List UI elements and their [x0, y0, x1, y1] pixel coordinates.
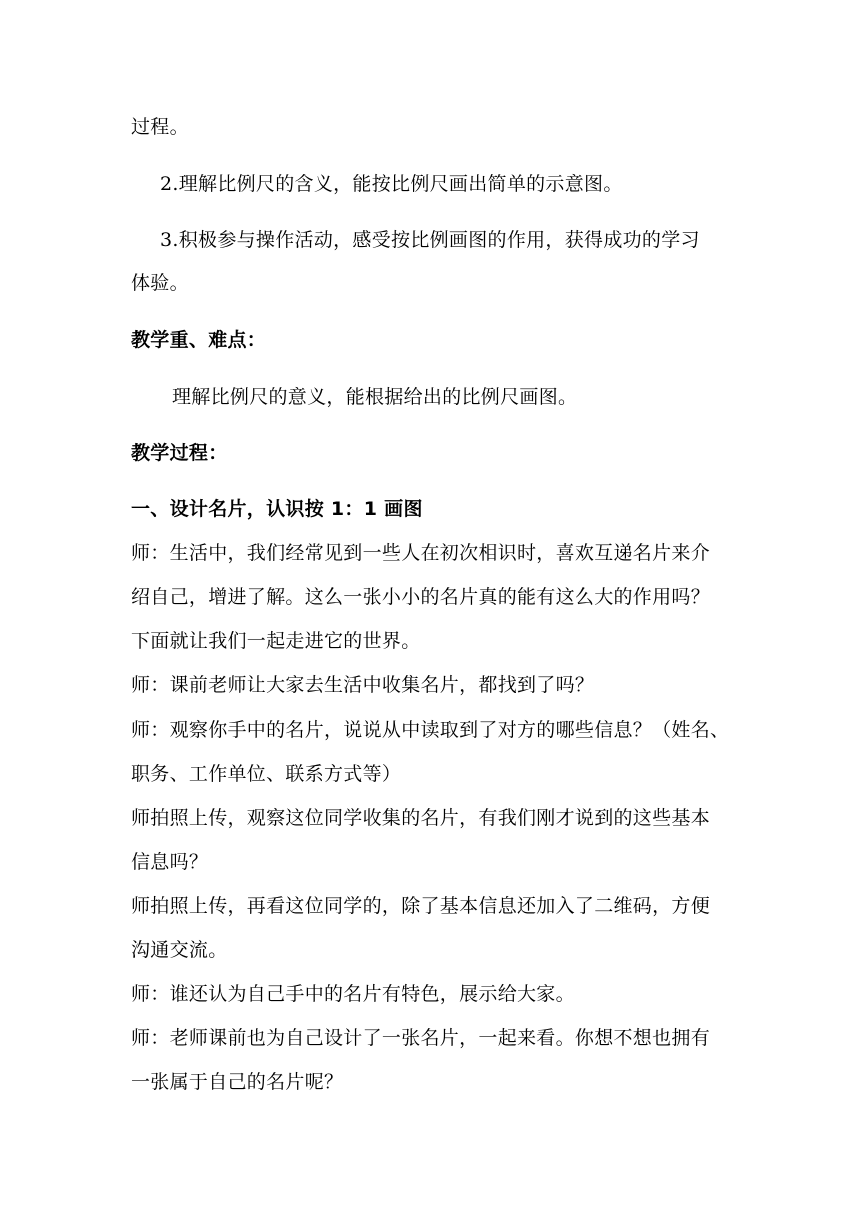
- paragraph-line: 师：老师课前也为自己设计了一张名片，一起来看。你想不想也拥有: [131, 1027, 711, 1049]
- teaching-process-heading: 教学过程：: [131, 442, 228, 464]
- paragraph-line: 信息吗？: [131, 851, 209, 873]
- paragraph-line: 师：谁还认为自己手中的名片有特色，展示给大家。: [131, 983, 575, 1005]
- objective-3-continuation: 体验。: [131, 272, 189, 294]
- objective-2: 2.理解比例尺的含义，能按比例尺画出简单的示意图。: [160, 173, 623, 195]
- paragraph-line: 师：观察你手中的名片，说说从中读取到了对方的哪些信息？（姓名、: [131, 719, 730, 741]
- key-points-heading: 教学重、难点：: [131, 329, 267, 351]
- objective-3: 3.积极参与操作活动，感受按比例画图的作用，获得成功的学习: [160, 229, 700, 251]
- paragraph-line: 沟通交流。: [131, 939, 228, 961]
- objective-1-continuation: 过程。: [131, 116, 189, 138]
- paragraph-line: 下面就让我们一起走进它的世界。: [131, 630, 421, 652]
- key-points-text: 理解比例尺的意义，能根据给出的比例尺画图。: [172, 386, 578, 408]
- paragraph-line: 一张属于自己的名片呢？: [131, 1071, 344, 1093]
- paragraph-line: 绍自己，增进了解。这么一张小小的名片真的能有这么大的作用吗？: [131, 586, 711, 608]
- paragraph-line: 师拍照上传，再看这位同学的，除了基本信息还加入了二维码，方便: [131, 895, 711, 917]
- paragraph-line: 师：课前老师让大家去生活中收集名片，都找到了吗？: [131, 674, 595, 696]
- paragraph-line: 职务、工作单位、联系方式等）: [131, 763, 402, 785]
- paragraph-line: 师：生活中，我们经常见到一些人在初次相识时，喜欢互递名片来介: [131, 542, 711, 564]
- paragraph-line: 师拍照上传，观察这位同学收集的名片，有我们刚才说到的这些基本: [131, 807, 711, 829]
- section-1-heading: 一、设计名片，认识按 1：1 画图: [131, 498, 423, 520]
